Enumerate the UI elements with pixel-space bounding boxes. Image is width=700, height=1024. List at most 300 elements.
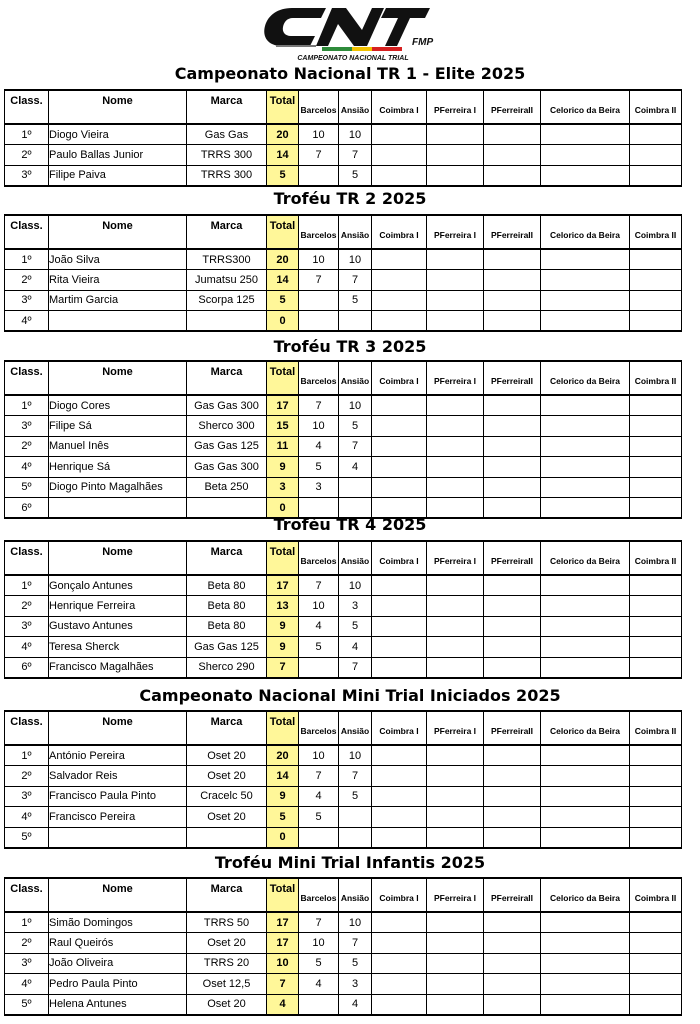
score-cell bbox=[541, 912, 630, 933]
name-cell: Filipe Sá bbox=[49, 416, 187, 437]
score-cell bbox=[630, 290, 682, 311]
score-cell bbox=[484, 807, 541, 828]
table-row bbox=[5, 165, 682, 186]
score-cell bbox=[427, 145, 484, 166]
header-total: Total bbox=[267, 361, 299, 395]
name-cell: Gonçalo Antunes bbox=[49, 575, 187, 596]
name-cell: Francisco Pereira bbox=[49, 807, 187, 828]
score-cell bbox=[541, 745, 630, 766]
table-row bbox=[5, 457, 682, 478]
table-row bbox=[5, 124, 682, 145]
header-event: Coimbra I bbox=[372, 541, 427, 575]
score-cell bbox=[541, 616, 630, 637]
score-cell bbox=[630, 766, 682, 787]
brand-cell: Scorpa 125 bbox=[187, 290, 267, 311]
section-title: Troféu TR 2 2025 bbox=[273, 189, 427, 208]
section-title: Campeonato Nacional TR 1 - Elite 2025 bbox=[174, 64, 526, 83]
logo-tagline: CAMPEONATO NACIONAL TRIAL bbox=[297, 55, 409, 62]
brand-cell: Oset 12,5 bbox=[187, 974, 267, 995]
score-cell bbox=[484, 786, 541, 807]
score-cell bbox=[484, 416, 541, 437]
score-cell bbox=[427, 436, 484, 457]
brand-cell: TRRS300 bbox=[187, 249, 267, 270]
score-cell: 4 bbox=[299, 786, 339, 807]
table-row bbox=[5, 994, 682, 1015]
score-cell bbox=[541, 974, 630, 995]
score-cell bbox=[372, 416, 427, 437]
section-title: Campeonato Nacional Mini Trial Iniciados 2025 bbox=[139, 686, 561, 705]
score-cell: 10 bbox=[339, 912, 372, 933]
name-cell: Simão Domingos bbox=[49, 912, 187, 933]
brand-cell bbox=[187, 311, 267, 332]
score-cell bbox=[372, 994, 427, 1015]
score-cell: 10 bbox=[339, 124, 372, 145]
standings-table bbox=[4, 360, 682, 519]
score-cell bbox=[630, 596, 682, 617]
header-event: Celorico da Beira bbox=[541, 90, 630, 124]
score-cell: 5 bbox=[339, 165, 372, 186]
header-event: Coimbra I bbox=[372, 361, 427, 395]
score-cell: 4 bbox=[339, 994, 372, 1015]
header-event: Barcelos bbox=[299, 541, 339, 575]
score-cell bbox=[372, 766, 427, 787]
score-cell bbox=[372, 657, 427, 678]
score-cell bbox=[630, 124, 682, 145]
header-event: Ansião bbox=[339, 711, 372, 745]
score-cell: 7 bbox=[299, 270, 339, 291]
total-cell: 14 bbox=[267, 270, 299, 291]
class-cell: 2º bbox=[5, 270, 49, 291]
score-cell bbox=[541, 477, 630, 498]
total-cell: 0 bbox=[267, 498, 299, 519]
total-cell: 17 bbox=[267, 395, 299, 416]
brand-cell: Oset 20 bbox=[187, 994, 267, 1015]
score-cell: 3 bbox=[339, 974, 372, 995]
score-cell bbox=[427, 766, 484, 787]
class-cell: 3º bbox=[5, 290, 49, 311]
standings-table bbox=[4, 540, 682, 679]
score-cell: 5 bbox=[299, 637, 339, 658]
score-cell: 7 bbox=[299, 145, 339, 166]
total-cell: 0 bbox=[267, 827, 299, 848]
total-cell: 4 bbox=[267, 994, 299, 1015]
brand-cell: Beta 250 bbox=[187, 477, 267, 498]
total-cell: 9 bbox=[267, 616, 299, 637]
score-cell: 7 bbox=[339, 766, 372, 787]
score-cell bbox=[541, 786, 630, 807]
brand-cell: Oset 20 bbox=[187, 933, 267, 954]
score-cell: 7 bbox=[339, 145, 372, 166]
standings-table bbox=[4, 710, 682, 849]
score-cell bbox=[630, 637, 682, 658]
score-cell bbox=[372, 575, 427, 596]
header-event: PFerreira I bbox=[427, 90, 484, 124]
total-cell: 3 bbox=[267, 477, 299, 498]
name-cell: Martim Garcia bbox=[49, 290, 187, 311]
score-cell bbox=[541, 249, 630, 270]
table-row bbox=[5, 395, 682, 416]
score-cell bbox=[484, 637, 541, 658]
score-cell bbox=[372, 786, 427, 807]
score-cell bbox=[484, 145, 541, 166]
table-row bbox=[5, 933, 682, 954]
score-cell bbox=[427, 745, 484, 766]
header-name: Nome bbox=[49, 878, 187, 912]
score-cell: 5 bbox=[339, 290, 372, 311]
brand-cell: Sherco 290 bbox=[187, 657, 267, 678]
table-row bbox=[5, 745, 682, 766]
score-cell bbox=[427, 477, 484, 498]
name-cell: Diogo Vieira bbox=[49, 124, 187, 145]
name-cell: António Pereira bbox=[49, 745, 187, 766]
brand-cell: TRRS 20 bbox=[187, 953, 267, 974]
section-title: Troféu TR 4 2025 bbox=[273, 515, 427, 534]
score-cell bbox=[541, 807, 630, 828]
header-class: Class. bbox=[5, 541, 49, 575]
score-cell bbox=[427, 974, 484, 995]
score-cell bbox=[299, 165, 339, 186]
name-cell: Pedro Paula Pinto bbox=[49, 974, 187, 995]
header-event: Celorico da Beira bbox=[541, 541, 630, 575]
table-header-row bbox=[5, 215, 682, 249]
total-cell: 14 bbox=[267, 145, 299, 166]
score-cell: 5 bbox=[299, 457, 339, 478]
class-cell: 4º bbox=[5, 807, 49, 828]
total-cell: 11 bbox=[267, 436, 299, 457]
name-cell: João Silva bbox=[49, 249, 187, 270]
name-cell: Henrique Sá bbox=[49, 457, 187, 478]
header-total: Total bbox=[267, 215, 299, 249]
score-cell: 4 bbox=[339, 457, 372, 478]
score-cell bbox=[427, 596, 484, 617]
score-cell bbox=[427, 457, 484, 478]
score-cell bbox=[541, 416, 630, 437]
score-cell bbox=[630, 311, 682, 332]
total-cell: 5 bbox=[267, 290, 299, 311]
header-event: PFerreiraII bbox=[484, 711, 541, 745]
name-cell: Henrique Ferreira bbox=[49, 596, 187, 617]
score-cell bbox=[427, 270, 484, 291]
class-cell: 2º bbox=[5, 436, 49, 457]
name-cell: Manuel Inês bbox=[49, 436, 187, 457]
brand-cell: Oset 20 bbox=[187, 807, 267, 828]
brand-cell: Beta 80 bbox=[187, 616, 267, 637]
header-event: Coimbra II bbox=[630, 711, 682, 745]
score-cell bbox=[484, 477, 541, 498]
header-total: Total bbox=[267, 541, 299, 575]
score-cell bbox=[299, 994, 339, 1015]
header-total: Total bbox=[267, 711, 299, 745]
total-cell: 17 bbox=[267, 933, 299, 954]
name-cell: João Oliveira bbox=[49, 953, 187, 974]
score-cell bbox=[630, 145, 682, 166]
name-cell: Diogo Pinto Magalhães bbox=[49, 477, 187, 498]
header-brand: Marca bbox=[187, 711, 267, 745]
brand-cell: Oset 20 bbox=[187, 766, 267, 787]
header-name: Nome bbox=[49, 90, 187, 124]
header-name: Nome bbox=[49, 361, 187, 395]
class-cell: 4º bbox=[5, 311, 49, 332]
class-cell: 2º bbox=[5, 766, 49, 787]
score-cell bbox=[630, 974, 682, 995]
score-cell bbox=[427, 575, 484, 596]
class-cell: 1º bbox=[5, 249, 49, 270]
score-cell bbox=[630, 745, 682, 766]
brand-cell: Beta 80 bbox=[187, 575, 267, 596]
brand-cell: Oset 20 bbox=[187, 745, 267, 766]
score-cell bbox=[484, 575, 541, 596]
score-cell: 7 bbox=[299, 395, 339, 416]
score-cell: 5 bbox=[299, 953, 339, 974]
score-cell bbox=[484, 745, 541, 766]
brand-cell: Gas Gas 125 bbox=[187, 637, 267, 658]
standings-table bbox=[4, 877, 682, 1016]
header-event: Coimbra II bbox=[630, 361, 682, 395]
header-event: Celorico da Beira bbox=[541, 711, 630, 745]
table-row bbox=[5, 575, 682, 596]
brand-cell: Beta 80 bbox=[187, 596, 267, 617]
class-cell: 5º bbox=[5, 477, 49, 498]
header-brand: Marca bbox=[187, 90, 267, 124]
header-event: Barcelos bbox=[299, 711, 339, 745]
score-cell bbox=[630, 395, 682, 416]
header-event: Coimbra I bbox=[372, 90, 427, 124]
class-cell: 5º bbox=[5, 827, 49, 848]
name-cell: Helena Antunes bbox=[49, 994, 187, 1015]
class-cell: 1º bbox=[5, 124, 49, 145]
score-cell: 7 bbox=[339, 436, 372, 457]
table-row bbox=[5, 477, 682, 498]
score-cell bbox=[299, 657, 339, 678]
header-event: PFerreira I bbox=[427, 711, 484, 745]
brand-cell: Gas Gas bbox=[187, 124, 267, 145]
name-cell: Filipe Paiva bbox=[49, 165, 187, 186]
score-cell bbox=[630, 416, 682, 437]
table-row bbox=[5, 616, 682, 637]
score-cell: 10 bbox=[339, 745, 372, 766]
table-row bbox=[5, 145, 682, 166]
standings-table bbox=[4, 214, 682, 332]
score-cell bbox=[541, 596, 630, 617]
score-cell bbox=[427, 395, 484, 416]
score-cell bbox=[541, 953, 630, 974]
header-class: Class. bbox=[5, 90, 49, 124]
brand-cell: Jumatsu 250 bbox=[187, 270, 267, 291]
score-cell bbox=[630, 457, 682, 478]
class-cell: 4º bbox=[5, 637, 49, 658]
class-cell: 2º bbox=[5, 596, 49, 617]
score-cell bbox=[427, 786, 484, 807]
score-cell bbox=[541, 994, 630, 1015]
score-cell bbox=[372, 145, 427, 166]
total-cell: 7 bbox=[267, 657, 299, 678]
score-cell: 5 bbox=[299, 807, 339, 828]
score-cell bbox=[630, 827, 682, 848]
header-total: Total bbox=[267, 878, 299, 912]
score-cell: 3 bbox=[339, 596, 372, 617]
score-cell: 4 bbox=[299, 616, 339, 637]
header-class: Class. bbox=[5, 361, 49, 395]
header-event: Celorico da Beira bbox=[541, 215, 630, 249]
score-cell bbox=[372, 311, 427, 332]
score-cell: 10 bbox=[339, 575, 372, 596]
standings-table bbox=[4, 89, 682, 187]
score-cell bbox=[484, 766, 541, 787]
score-cell bbox=[541, 145, 630, 166]
score-cell bbox=[541, 766, 630, 787]
section-title: Troféu TR 3 2025 bbox=[273, 337, 427, 356]
brand-cell: TRRS 300 bbox=[187, 145, 267, 166]
name-cell bbox=[49, 827, 187, 848]
class-cell: 6º bbox=[5, 498, 49, 519]
name-cell: Salvador Reis bbox=[49, 766, 187, 787]
score-cell: 4 bbox=[339, 637, 372, 658]
score-cell bbox=[630, 912, 682, 933]
total-cell: 9 bbox=[267, 637, 299, 658]
score-cell: 10 bbox=[299, 596, 339, 617]
score-cell bbox=[427, 827, 484, 848]
class-cell: 1º bbox=[5, 395, 49, 416]
score-cell bbox=[630, 477, 682, 498]
score-cell bbox=[339, 477, 372, 498]
header-brand: Marca bbox=[187, 878, 267, 912]
score-cell: 10 bbox=[299, 933, 339, 954]
score-cell bbox=[372, 953, 427, 974]
score-cell bbox=[484, 974, 541, 995]
class-cell: 1º bbox=[5, 575, 49, 596]
name-cell: Rita Vieira bbox=[49, 270, 187, 291]
total-cell: 20 bbox=[267, 249, 299, 270]
score-cell bbox=[427, 311, 484, 332]
header-event: PFerreiraII bbox=[484, 361, 541, 395]
score-cell bbox=[630, 436, 682, 457]
score-cell bbox=[372, 827, 427, 848]
class-cell: 6º bbox=[5, 657, 49, 678]
header-event: Barcelos bbox=[299, 878, 339, 912]
header-name: Nome bbox=[49, 711, 187, 745]
class-cell: 1º bbox=[5, 912, 49, 933]
header-event: Coimbra II bbox=[630, 90, 682, 124]
score-cell bbox=[630, 994, 682, 1015]
table-row bbox=[5, 953, 682, 974]
score-cell bbox=[541, 657, 630, 678]
score-cell: 5 bbox=[339, 786, 372, 807]
score-cell bbox=[427, 994, 484, 1015]
score-cell: 10 bbox=[299, 416, 339, 437]
total-cell: 15 bbox=[267, 416, 299, 437]
score-cell bbox=[541, 457, 630, 478]
header-event: PFerreiraII bbox=[484, 541, 541, 575]
table-row bbox=[5, 657, 682, 678]
score-cell bbox=[630, 249, 682, 270]
header-event: PFerreira I bbox=[427, 541, 484, 575]
total-cell: 5 bbox=[267, 807, 299, 828]
score-cell bbox=[484, 165, 541, 186]
score-cell bbox=[630, 807, 682, 828]
score-cell: 3 bbox=[299, 477, 339, 498]
score-cell bbox=[630, 933, 682, 954]
score-cell bbox=[541, 165, 630, 186]
score-cell bbox=[541, 575, 630, 596]
total-cell: 14 bbox=[267, 766, 299, 787]
score-cell: 7 bbox=[339, 657, 372, 678]
score-cell bbox=[541, 436, 630, 457]
score-cell bbox=[484, 596, 541, 617]
score-cell bbox=[484, 912, 541, 933]
header-event: PFerreiraII bbox=[484, 878, 541, 912]
score-cell bbox=[541, 637, 630, 658]
score-cell bbox=[541, 933, 630, 954]
score-cell bbox=[484, 457, 541, 478]
total-cell: 17 bbox=[267, 912, 299, 933]
table-row bbox=[5, 912, 682, 933]
class-cell: 3º bbox=[5, 953, 49, 974]
score-cell bbox=[541, 827, 630, 848]
name-cell: Paulo Ballas Junior bbox=[49, 145, 187, 166]
header-event: Celorico da Beira bbox=[541, 361, 630, 395]
header-event: PFerreira I bbox=[427, 878, 484, 912]
score-cell bbox=[427, 416, 484, 437]
brand-cell: Gas Gas 300 bbox=[187, 395, 267, 416]
score-cell: 10 bbox=[339, 395, 372, 416]
score-cell bbox=[372, 616, 427, 637]
score-cell bbox=[339, 311, 372, 332]
score-cell: 10 bbox=[299, 124, 339, 145]
score-cell bbox=[372, 912, 427, 933]
table-header-row bbox=[5, 541, 682, 575]
score-cell bbox=[427, 165, 484, 186]
total-cell: 20 bbox=[267, 745, 299, 766]
brand-cell: Cracelc 50 bbox=[187, 786, 267, 807]
table-header-row bbox=[5, 361, 682, 395]
score-cell bbox=[427, 637, 484, 658]
class-cell: 3º bbox=[5, 165, 49, 186]
header-event: Ansião bbox=[339, 878, 372, 912]
score-cell bbox=[484, 249, 541, 270]
header-event: Barcelos bbox=[299, 361, 339, 395]
score-cell bbox=[484, 270, 541, 291]
brand-cell: TRRS 300 bbox=[187, 165, 267, 186]
class-cell: 2º bbox=[5, 145, 49, 166]
table-row bbox=[5, 311, 682, 332]
table-row bbox=[5, 249, 682, 270]
score-cell bbox=[484, 436, 541, 457]
score-cell bbox=[427, 953, 484, 974]
class-cell: 3º bbox=[5, 416, 49, 437]
table-row bbox=[5, 766, 682, 787]
class-cell: 3º bbox=[5, 616, 49, 637]
class-cell: 5º bbox=[5, 994, 49, 1015]
total-cell: 13 bbox=[267, 596, 299, 617]
score-cell bbox=[427, 290, 484, 311]
brand-cell: Gas Gas 300 bbox=[187, 457, 267, 478]
score-cell: 10 bbox=[299, 249, 339, 270]
header-total: Total bbox=[267, 90, 299, 124]
score-cell: 4 bbox=[299, 436, 339, 457]
score-cell bbox=[299, 827, 339, 848]
score-cell bbox=[372, 165, 427, 186]
name-cell: Gustavo Antunes bbox=[49, 616, 187, 637]
score-cell bbox=[372, 249, 427, 270]
name-cell bbox=[49, 311, 187, 332]
header-event: Ansião bbox=[339, 90, 372, 124]
table-row bbox=[5, 807, 682, 828]
class-cell: 4º bbox=[5, 974, 49, 995]
table-row bbox=[5, 827, 682, 848]
header-event: PFerreira I bbox=[427, 361, 484, 395]
score-cell bbox=[484, 311, 541, 332]
score-cell bbox=[484, 124, 541, 145]
